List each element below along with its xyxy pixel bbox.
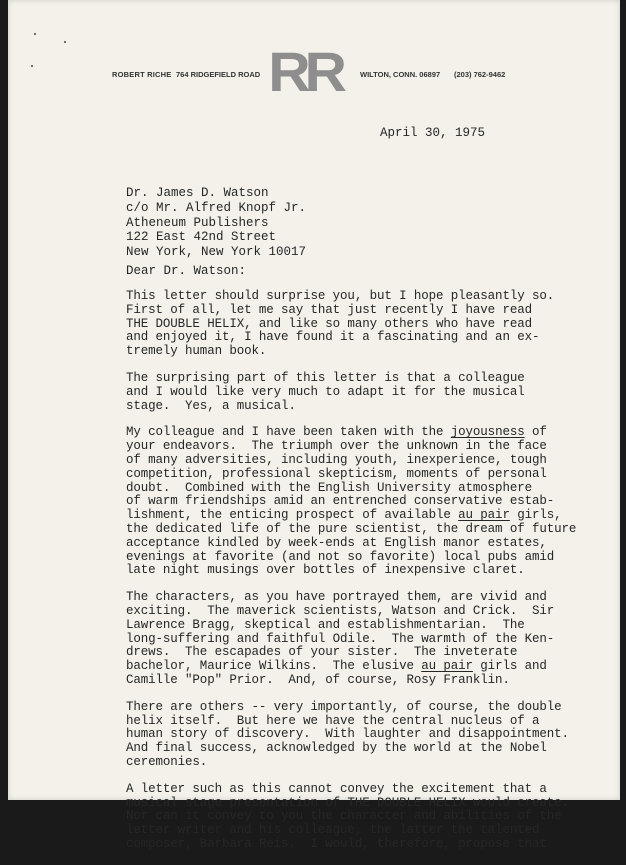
- body-line: THE DOUBLE HELIX, and like so many others who have read: [126, 316, 532, 331]
- body-line: your endeavors. The triumph over the unknown in the face: [126, 439, 547, 454]
- body-line: of warm friendships amid an entrenched conservative estab-: [126, 494, 555, 509]
- salutation: Dear Dr. Watson:: [126, 264, 247, 278]
- body-line: First of all, let me say that just recently I have read: [126, 302, 532, 317]
- body-line: composer, Barbara Reis. I would, therefore, propose that: [126, 836, 547, 851]
- body-line: drews. The escapades of your sister. The inveterate: [126, 645, 518, 660]
- body-line: and enjoyed it, I have found it a fascinating and an ex-: [126, 330, 540, 345]
- rr-logo: RR: [268, 40, 341, 103]
- letterhead-phone: (203) 762-9462: [454, 70, 506, 79]
- body-line: exciting. The maverick scientists, Watson and Crick. Sir: [126, 603, 555, 618]
- letter-date: April 30, 1975: [380, 126, 486, 140]
- speck-mark: [34, 33, 36, 35]
- body-line: There are others -- very importantly, of course, the double: [126, 699, 562, 714]
- body-paragraph: [126, 783, 606, 852]
- body-line: Lawrence Bragg, skeptical and establishmentarian. The: [126, 617, 525, 632]
- recipient-line: Atheneum Publishers: [126, 215, 269, 230]
- body-line: ceremonies.: [126, 754, 208, 769]
- body-paragraph: [126, 426, 606, 578]
- letterhead-address: 764 RIDGEFIELD ROAD: [176, 70, 261, 79]
- body-line: lishment, the enticing prospect of available au pair girls,: [126, 508, 562, 523]
- body-line: bachelor, Maurice Wilkins. The elusive au pair girls and: [126, 659, 547, 674]
- body-line: and I would like very much to adapt it for the musical: [126, 384, 525, 399]
- letter-body: [126, 290, 606, 865]
- recipient-line: New York, New York 10017: [126, 245, 307, 260]
- body-line: late night musings over bottles of inexpensive claret.: [126, 563, 525, 578]
- body-line: competition, professional skepticism, moments of personal: [126, 466, 547, 481]
- body-line: helix itself. But here we have the central nucleus of a: [126, 713, 540, 728]
- body-line: And final success, acknowledged by the world at the Nobel: [126, 741, 547, 756]
- body-line: of many adversities, including youth, inexperience, tough: [126, 452, 547, 467]
- body-line: This letter should surprise you, but I hope pleasantly so.: [126, 289, 555, 303]
- body-line: A letter such as this cannot convey the excitement that a: [126, 781, 547, 796]
- letterhead: [8, 40, 620, 112]
- body-line: letter writer and his colleague, the latter the talented: [126, 823, 540, 838]
- body-line: evenings at favorite (and not so favorite) local pubs amid: [126, 549, 555, 564]
- recipient-line: 122 East 42nd Street: [126, 230, 277, 245]
- body-line: long-suffering and faithful Odile. The warmth of the Ken-: [126, 631, 555, 646]
- recipient-address: [126, 186, 306, 260]
- body-line: tremely human book.: [126, 344, 267, 359]
- body-paragraph: [126, 591, 606, 688]
- body-line: the dedicated life of the pure scientist, the dream of future: [126, 521, 577, 536]
- recipient-line: Dr. James D. Watson: [126, 186, 269, 200]
- body-line: My colleague and I have been taken with the joyousness of: [126, 425, 547, 440]
- body-paragraph: [126, 701, 606, 770]
- body-line: doubt. Combined with the English University atmosphere: [126, 480, 532, 495]
- body-line: stage. Yes, a musical.: [126, 398, 296, 413]
- body-line: acceptance kindled by week-ends at English manor estates,: [126, 535, 547, 550]
- body-line: Camille "Pop" Prior. And, of course, Rosy Franklin.: [126, 672, 510, 687]
- body-line: The surprising part of this letter is that a colleague: [126, 370, 525, 385]
- letterhead-city: WILTON, CONN. 06897: [360, 70, 441, 79]
- body-paragraph: [126, 372, 606, 413]
- letterhead-name: ROBERT RICHE: [112, 70, 172, 79]
- body-line: musical stage presentation of THE DOUBLE HELIX would create.: [126, 795, 569, 810]
- body-line: The characters, as you have portrayed them, are vivid and: [126, 590, 547, 605]
- recipient-line: c/o Mr. Alfred Knopf Jr.: [126, 200, 307, 215]
- body-line: Nor can it convey to you the character and abilities of the: [126, 809, 562, 824]
- body-line: human story of discovery. With laughter and disappointment.: [126, 727, 569, 742]
- speck-mark: [64, 41, 66, 43]
- letter-page: [8, 0, 620, 851]
- body-paragraph: [126, 290, 606, 359]
